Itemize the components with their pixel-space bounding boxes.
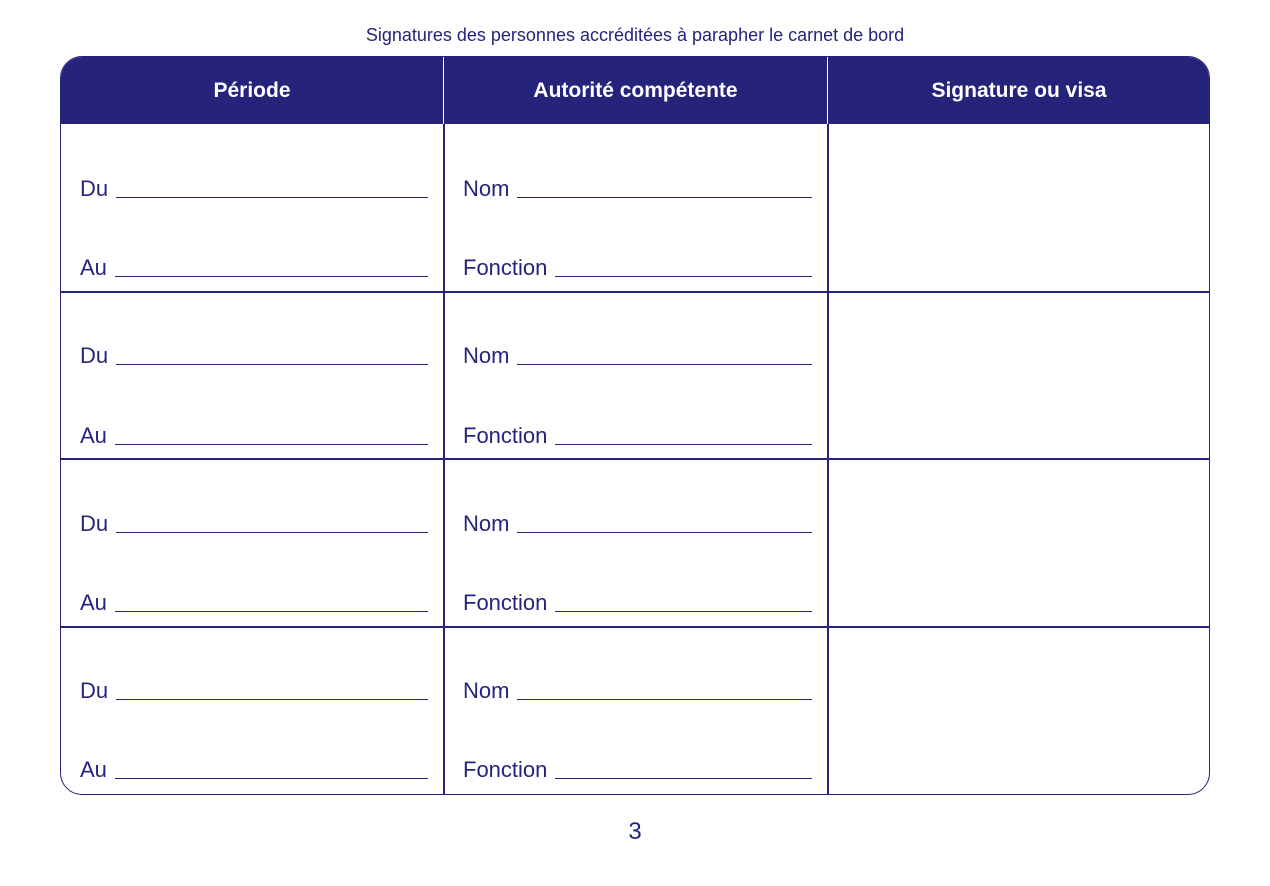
period-from-label: Du xyxy=(80,176,109,201)
header-authority: Autorité compétente xyxy=(444,57,828,124)
period-to-label: Au xyxy=(80,590,107,615)
period-from-line[interactable] xyxy=(116,364,428,365)
header-period: Période xyxy=(61,57,444,124)
period-to-line[interactable] xyxy=(115,611,428,612)
period-to-label: Au xyxy=(80,423,107,448)
period-to-field[interactable] xyxy=(80,250,428,280)
signature-cell[interactable] xyxy=(829,125,1210,290)
period-to-label: Au xyxy=(80,757,107,782)
authority-name-line[interactable] xyxy=(517,364,812,365)
authority-name-field[interactable] xyxy=(463,506,812,536)
period-from-label: Du xyxy=(80,678,109,703)
authority-function-label: Fonction xyxy=(463,590,548,615)
authority-function-field[interactable] xyxy=(463,585,812,615)
authority-function-label: Fonction xyxy=(463,255,548,280)
authority-name-label: Nom xyxy=(463,511,510,536)
signature-cell[interactable] xyxy=(829,460,1210,625)
period-from-line[interactable] xyxy=(116,532,428,533)
page-title: Signatures des personnes accréditées à parapher le carnet de bord xyxy=(365,25,905,45)
table-header-row xyxy=(61,57,1209,124)
period-to-line[interactable] xyxy=(115,276,428,277)
authority-name-line[interactable] xyxy=(517,197,812,198)
authority-function-field[interactable] xyxy=(463,752,812,782)
signature-cell[interactable] xyxy=(829,628,1210,793)
period-from-line[interactable] xyxy=(116,197,428,198)
period-from-line[interactable] xyxy=(116,699,428,700)
authority-function-label: Fonction xyxy=(463,757,548,782)
period-from-label: Du xyxy=(80,343,109,368)
signature-cell[interactable] xyxy=(829,293,1210,457)
period-to-field[interactable] xyxy=(80,418,428,448)
period-from-label: Du xyxy=(80,511,109,536)
period-to-line[interactable] xyxy=(115,778,428,779)
authority-name-line[interactable] xyxy=(517,699,812,700)
period-to-line[interactable] xyxy=(115,444,428,445)
signature-table xyxy=(60,56,1210,795)
authority-name-label: Nom xyxy=(463,176,510,201)
period-from-field[interactable] xyxy=(80,338,428,368)
period-to-field[interactable] xyxy=(80,585,428,615)
period-from-field[interactable] xyxy=(80,171,428,201)
authority-function-label: Fonction xyxy=(463,423,548,448)
period-from-field[interactable] xyxy=(80,673,428,703)
authority-function-line[interactable] xyxy=(555,778,812,779)
period-to-field[interactable] xyxy=(80,752,428,782)
authority-name-field[interactable] xyxy=(463,338,812,368)
authority-name-label: Nom xyxy=(463,343,510,368)
authority-function-line[interactable] xyxy=(555,276,812,277)
period-from-field[interactable] xyxy=(80,506,428,536)
authority-name-field[interactable] xyxy=(463,171,812,201)
authority-function-field[interactable] xyxy=(463,418,812,448)
authority-function-line[interactable] xyxy=(555,444,812,445)
header-signature: Signature ou visa xyxy=(931,79,1107,102)
authority-function-field[interactable] xyxy=(463,250,812,280)
authority-name-field[interactable] xyxy=(463,673,812,703)
authority-function-line[interactable] xyxy=(555,611,812,612)
period-to-label: Au xyxy=(80,255,107,280)
authority-name-line[interactable] xyxy=(517,532,812,533)
authority-name-label: Nom xyxy=(463,678,510,703)
page-number: 3 xyxy=(628,818,642,845)
